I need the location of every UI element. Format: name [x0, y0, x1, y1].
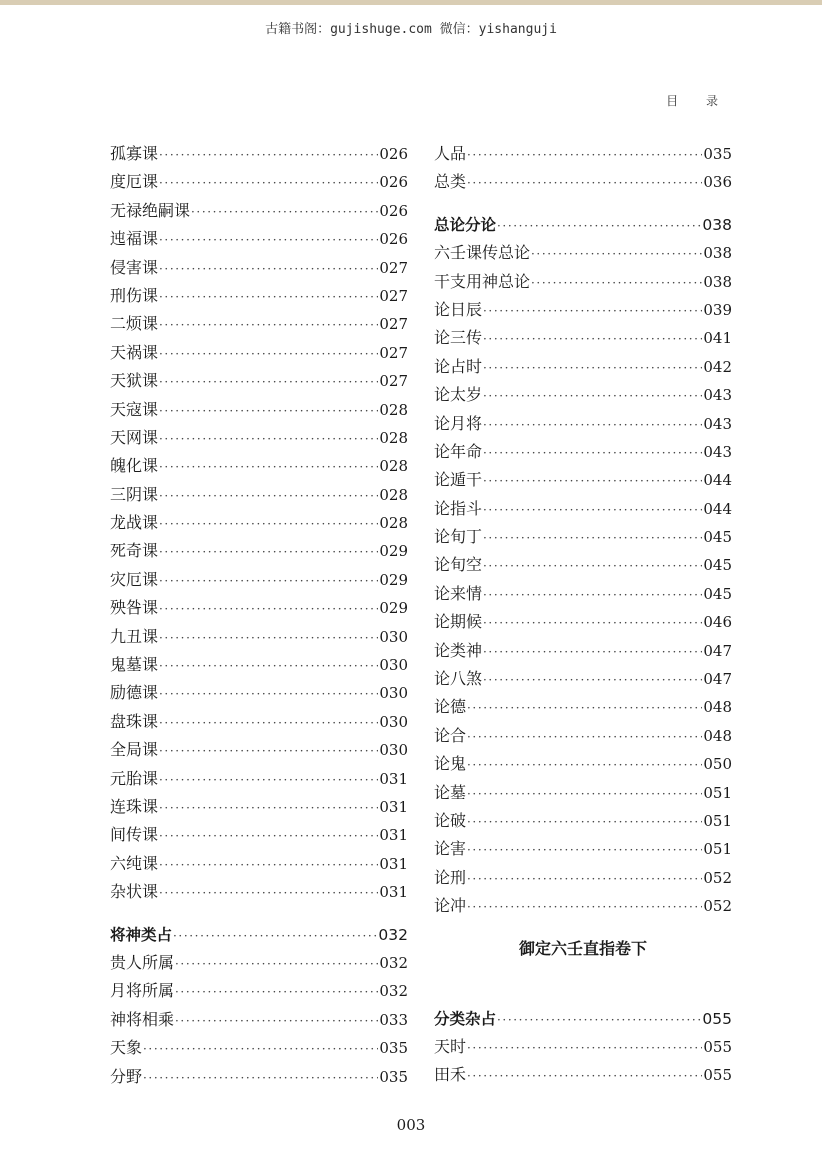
- toc-entry-title: 盘珠课: [110, 711, 159, 731]
- leader-dots: [483, 325, 702, 353]
- leader-dots: [175, 978, 378, 1006]
- volume-heading: 御定六壬直指卷下: [518, 938, 647, 958]
- toc-entry[interactable]: [434, 353, 732, 381]
- toc-entry[interactable]: [110, 679, 408, 707]
- leader-dots: [159, 368, 378, 396]
- toc-entry-page: 050: [703, 755, 732, 774]
- leader-dots: [483, 609, 702, 637]
- toc-entry-title: 九丑课: [110, 626, 159, 646]
- toc-section-page: 038: [702, 215, 732, 234]
- toc-entry[interactable]: [110, 339, 408, 367]
- toc-entry[interactable]: [434, 779, 732, 807]
- toc-entry-title: 论刑: [434, 867, 467, 887]
- toc-entry[interactable]: [434, 140, 732, 168]
- leader-dots: [191, 198, 378, 226]
- toc-entry-title: 论害: [434, 839, 467, 859]
- toc-entry[interactable]: [110, 594, 408, 622]
- leader-dots: [159, 652, 378, 680]
- toc-entry-page: 035: [379, 1067, 408, 1086]
- leader-dots: [159, 851, 378, 879]
- toc-entry[interactable]: [110, 850, 408, 878]
- spacer: [434, 197, 732, 211]
- toc-entry-title: 天狱课: [110, 371, 159, 391]
- toc-entry-page: 035: [703, 145, 732, 163]
- toc-entry[interactable]: [110, 509, 408, 537]
- toc-entry[interactable]: [110, 566, 408, 594]
- toc-entry-page: 045: [703, 584, 732, 603]
- toc-entry-title: 杂状课: [110, 882, 159, 902]
- toc-entry-page: 030: [379, 627, 408, 646]
- toc-entry-page: 043: [703, 442, 732, 461]
- toc-entry[interactable]: [110, 367, 408, 395]
- toc-entry-page: 027: [379, 258, 408, 277]
- toc-entry-page: 031: [379, 769, 408, 788]
- leader-dots: [159, 794, 378, 822]
- spacer: [110, 907, 408, 921]
- toc-entry-title: 三阴课: [110, 484, 159, 504]
- leader-dots: [483, 666, 702, 694]
- toc-entry[interactable]: [434, 1061, 732, 1089]
- toc-entry-title: 分野: [110, 1066, 143, 1086]
- toc-entry[interactable]: [434, 835, 732, 863]
- toc-entry-page: 026: [379, 145, 408, 163]
- toc-entry[interactable]: [110, 793, 408, 821]
- leader-dots: [159, 709, 378, 737]
- toc-entry[interactable]: [434, 807, 732, 835]
- toc-entry-page: 039: [703, 300, 732, 319]
- toc-entry-title: 月将所属: [110, 981, 175, 1001]
- toc-entry-page: 048: [703, 726, 732, 745]
- toc-entry-title: 论指斗: [434, 498, 483, 518]
- toc-entry-page: 043: [703, 386, 732, 405]
- leader-dots: [467, 1062, 702, 1090]
- toc-entry[interactable]: [434, 580, 732, 608]
- toc-entry-title: 刑伤课: [110, 285, 159, 305]
- toc-entry-title: 论八煞: [434, 669, 483, 689]
- leader-dots: [531, 240, 702, 268]
- toc-entry-title: 孤寡课: [110, 144, 159, 163]
- leader-dots: [467, 780, 702, 808]
- toc-entry[interactable]: [110, 481, 408, 509]
- toc-right-group-1: [434, 140, 732, 197]
- leader-dots: [159, 624, 378, 652]
- leader-dots: [159, 141, 378, 169]
- toc-entry-page: 055: [703, 1037, 732, 1056]
- toc-entry[interactable]: [110, 396, 408, 424]
- toc-entry-title: 论日辰: [434, 299, 483, 319]
- toc-entry-page: 052: [703, 868, 732, 887]
- toc-entry[interactable]: [434, 239, 732, 267]
- toc-entry-title: 励德课: [110, 683, 159, 703]
- toc-entry-page: 031: [379, 854, 408, 873]
- toc-entry-title: 天象: [110, 1038, 143, 1058]
- leader-dots: [497, 212, 701, 240]
- toc-entry-page: 032: [379, 982, 408, 1001]
- leader-dots: [483, 496, 702, 524]
- toc-entry-page: 047: [703, 641, 732, 660]
- toc-entry[interactable]: [434, 693, 732, 721]
- toc-section-page: 055: [702, 1009, 732, 1028]
- toc-entry-page: 052: [703, 897, 732, 916]
- toc-entry-title: 无禄绝嗣课: [110, 200, 191, 220]
- leader-dots: [159, 482, 378, 510]
- toc-entry[interactable]: [434, 665, 732, 693]
- toc-entry-page: 031: [379, 797, 408, 816]
- toc-entry-title: 论旬空: [434, 555, 483, 575]
- toc-entry-title: 论年命: [434, 441, 483, 461]
- toc-entry-title: 论德: [434, 697, 467, 717]
- leader-dots: [159, 397, 378, 425]
- toc-entry[interactable]: [434, 381, 732, 409]
- leader-dots: [467, 865, 702, 893]
- toc-entry-page: 030: [379, 656, 408, 675]
- toc-entry[interactable]: [434, 608, 732, 636]
- toc-entry-page: 029: [379, 599, 408, 618]
- toc-entry[interactable]: [434, 750, 732, 778]
- leader-dots: [159, 453, 378, 481]
- leader-dots: [159, 680, 378, 708]
- toc-entry-title: 干支用神总论: [434, 271, 531, 291]
- toc-entry-page: 028: [379, 514, 408, 533]
- toc-entry-title: 六壬课传总论: [434, 243, 531, 263]
- toc-entry-title: 论合: [434, 725, 467, 745]
- leader-dots: [467, 141, 702, 169]
- leader-dots: [159, 283, 378, 311]
- toc-entry[interactable]: [110, 623, 408, 651]
- toc-entry[interactable]: [110, 197, 408, 225]
- toc-entry[interactable]: [434, 551, 732, 579]
- leader-dots: [483, 638, 702, 666]
- toc-entry-title: 人品: [434, 144, 467, 163]
- toc-entry-page: 027: [379, 286, 408, 305]
- toc-entry[interactable]: [110, 254, 408, 282]
- toc-entry-page: 031: [379, 883, 408, 902]
- toc-entry[interactable]: [434, 864, 732, 892]
- toc-entry-page: 030: [379, 684, 408, 703]
- leader-dots: [159, 255, 378, 283]
- toc-entry[interactable]: [110, 225, 408, 253]
- toc-entry[interactable]: [110, 1034, 408, 1062]
- toc-entry-title: 论三传: [434, 328, 483, 348]
- leader-dots: [467, 836, 702, 864]
- toc-entry-title: 天网课: [110, 427, 159, 447]
- toc-entry[interactable]: [110, 452, 408, 480]
- leader-dots: [483, 411, 702, 439]
- leader-dots: [483, 552, 702, 580]
- toc-entry-page: 036: [703, 173, 732, 192]
- toc-entry[interactable]: [110, 537, 408, 565]
- watermark-text: 古籍书阁：gujishuge.com 微信：yishanguji: [265, 22, 557, 37]
- toc-entry[interactable]: [110, 310, 408, 338]
- leader-dots: [483, 524, 702, 552]
- toc-entry[interactable]: [110, 651, 408, 679]
- toc-entry-page: 051: [703, 783, 732, 802]
- toc-entry-page: 029: [379, 570, 408, 589]
- toc-entry-title: 神将相乘: [110, 1009, 175, 1029]
- toc-entry-page: 038: [703, 244, 732, 263]
- leader-dots: [531, 269, 702, 297]
- toc-entry-page: 033: [379, 1010, 408, 1029]
- leader-dots: [159, 311, 378, 339]
- leader-dots: [483, 467, 702, 495]
- leader-dots: [159, 879, 378, 907]
- toc-entry-title: 鬼墓课: [110, 655, 159, 675]
- toc-entry-page: 048: [703, 698, 732, 717]
- toc-right-group-2: [434, 239, 732, 920]
- toc-entry-page: 038: [703, 272, 732, 291]
- leader-dots: [483, 382, 702, 410]
- toc-right-column: [434, 140, 732, 1090]
- page-number: 003: [396, 1116, 426, 1134]
- toc-entry-page: 027: [379, 343, 408, 362]
- toc-entry-page: 045: [703, 528, 732, 547]
- toc-entry-page: 031: [379, 826, 408, 845]
- toc-section-title: 分类杂占: [434, 1009, 497, 1028]
- leader-dots: [159, 595, 378, 623]
- toc-entry-page: 030: [379, 741, 408, 760]
- toc-entry[interactable]: [434, 438, 732, 466]
- toc-entry-title: 迍福课: [110, 229, 159, 249]
- toc-entry[interactable]: [434, 466, 732, 494]
- toc-entry-title: 天寇课: [110, 399, 159, 419]
- leader-dots: [175, 1007, 378, 1035]
- toc-entry-title: 灾厄课: [110, 569, 159, 589]
- toc-entry-title: 总类: [434, 172, 467, 192]
- toc-entry[interactable]: [110, 821, 408, 849]
- toc-section-page: 032: [378, 925, 408, 944]
- toc-entry-title: 连珠课: [110, 796, 159, 816]
- toc-entry-page: 027: [379, 372, 408, 391]
- toc-entry-page: 026: [379, 173, 408, 192]
- leader-dots: [159, 340, 378, 368]
- toc-entry-page: 026: [379, 230, 408, 249]
- toc-entry[interactable]: [110, 282, 408, 310]
- toc-entry-page: 028: [379, 428, 408, 447]
- toc-entry[interactable]: [110, 1006, 408, 1034]
- toc-entry-page: 044: [703, 471, 732, 490]
- toc-entry[interactable]: [110, 977, 408, 1005]
- toc-left-column: [110, 140, 408, 1091]
- toc-entry[interactable]: [110, 424, 408, 452]
- toc-entry[interactable]: [434, 495, 732, 523]
- toc-entry-page: 047: [703, 670, 732, 689]
- toc-entry-title: 六纯课: [110, 853, 159, 873]
- toc-entry-page: 028: [379, 457, 408, 476]
- toc-entry-title: 论遁干: [434, 470, 483, 490]
- toc-entry-title: 二烦课: [110, 314, 159, 334]
- toc-entry-page: 035: [379, 1039, 408, 1058]
- leader-dots: [467, 893, 702, 921]
- toc-left-group-1: [110, 140, 408, 907]
- leader-dots: [159, 822, 378, 850]
- toc-entry-page: 044: [703, 499, 732, 518]
- leader-dots: [159, 226, 378, 254]
- toc-entry-title: 元胎课: [110, 768, 159, 788]
- toc-entry[interactable]: [110, 140, 408, 168]
- toc-section-entry[interactable]: [110, 921, 408, 949]
- toc-entry-title: 论墓: [434, 782, 467, 802]
- toc-entry-title: 龙战课: [110, 513, 159, 533]
- toc-entry-title: 论月将: [434, 413, 483, 433]
- leader-dots: [497, 1006, 701, 1034]
- toc-entry[interactable]: [110, 708, 408, 736]
- toc-entry-title: 论类神: [434, 640, 483, 660]
- toc-entry[interactable]: [434, 892, 732, 920]
- toc-entry-title: 论鬼: [434, 754, 467, 774]
- toc-entry-title: 度厄课: [110, 172, 159, 192]
- toc-entry[interactable]: [434, 637, 732, 665]
- toc-section-title: 将神类占: [110, 925, 173, 944]
- toc-entry[interactable]: [110, 765, 408, 793]
- leader-dots: [467, 1034, 702, 1062]
- toc-entry[interactable]: [434, 1033, 732, 1061]
- toc-entry[interactable]: [434, 523, 732, 551]
- leader-dots: [159, 567, 378, 595]
- leader-dots: [483, 297, 702, 325]
- leader-dots: [483, 581, 702, 609]
- toc-section-title: 总论分论: [434, 215, 497, 234]
- toc-entry-title: 全局课: [110, 740, 159, 760]
- toc-entry-page: 042: [703, 357, 732, 376]
- toc-entry-page: 028: [379, 400, 408, 419]
- leader-dots: [175, 950, 378, 978]
- running-head: 目 录: [666, 94, 730, 108]
- leader-dots: [467, 694, 702, 722]
- toc-entry[interactable]: [110, 736, 408, 764]
- toc-entry-title: 论破: [434, 810, 467, 830]
- toc-entry[interactable]: [110, 168, 408, 196]
- leader-dots: [143, 1064, 378, 1092]
- toc-entry-page: 027: [379, 315, 408, 334]
- toc-entry-title: 论冲: [434, 896, 467, 916]
- toc-entry[interactable]: [434, 268, 732, 296]
- leader-dots: [159, 766, 378, 794]
- toc-entry-title: 贵人所属: [110, 952, 175, 972]
- leader-dots: [159, 737, 378, 765]
- leader-dots: [467, 723, 702, 751]
- toc-entry[interactable]: [434, 722, 732, 750]
- toc-entry[interactable]: [110, 1063, 408, 1091]
- leader-dots: [483, 439, 702, 467]
- toc-entry-page: 046: [703, 613, 732, 632]
- toc-entry-title: 论来情: [434, 583, 483, 603]
- toc-section-entry[interactable]: [434, 1005, 732, 1033]
- toc-entry-page: 051: [703, 811, 732, 830]
- toc-entry-page: 030: [379, 712, 408, 731]
- toc-entry-title: 论太岁: [434, 385, 483, 405]
- leader-dots: [159, 538, 378, 566]
- leader-dots: [143, 1035, 378, 1063]
- leader-dots: [173, 922, 377, 950]
- top-border-rule: [0, 0, 822, 5]
- toc-entry-page: 028: [379, 485, 408, 504]
- toc-entry-title: 侵害课: [110, 257, 159, 277]
- toc-left-group-2: [110, 949, 408, 1091]
- toc-entry[interactable]: [434, 410, 732, 438]
- toc-entry-page: 045: [703, 556, 732, 575]
- toc-entry-title: 田禾: [434, 1065, 467, 1085]
- leader-dots: [467, 169, 702, 197]
- toc-entry[interactable]: [434, 324, 732, 352]
- toc-entry[interactable]: [110, 878, 408, 906]
- leader-dots: [467, 808, 702, 836]
- toc-entry-title: 魄化课: [110, 456, 159, 476]
- toc-entry-page: 032: [379, 953, 408, 972]
- toc-entry[interactable]: [434, 296, 732, 324]
- leader-dots: [483, 354, 702, 382]
- toc-entry-page: 043: [703, 414, 732, 433]
- toc-entry-page: 041: [703, 329, 732, 348]
- toc-entry-title: 天祸课: [110, 342, 159, 362]
- toc-entry[interactable]: [434, 168, 732, 196]
- toc-entry-page: 055: [703, 1066, 732, 1085]
- toc-section-entry[interactable]: [434, 211, 732, 239]
- toc-entry-title: 殃咎课: [110, 598, 159, 618]
- toc-entry-title: 死奇课: [110, 541, 159, 561]
- leader-dots: [467, 751, 702, 779]
- toc-entry-page: 029: [379, 542, 408, 561]
- toc-entry-page: 051: [703, 840, 732, 859]
- toc-right-group-3: [434, 1033, 732, 1090]
- leader-dots: [159, 169, 378, 197]
- leader-dots: [159, 425, 378, 453]
- toc-entry-title: 论期候: [434, 612, 483, 632]
- toc-entry-title: 论旬丁: [434, 527, 483, 547]
- toc-entry[interactable]: [110, 949, 408, 977]
- toc-entry-page: 026: [379, 201, 408, 220]
- toc-entry-title: 天时: [434, 1036, 467, 1056]
- toc-entry-title: 间传课: [110, 825, 159, 845]
- leader-dots: [159, 510, 378, 538]
- toc-entry-title: 论占时: [434, 356, 483, 376]
